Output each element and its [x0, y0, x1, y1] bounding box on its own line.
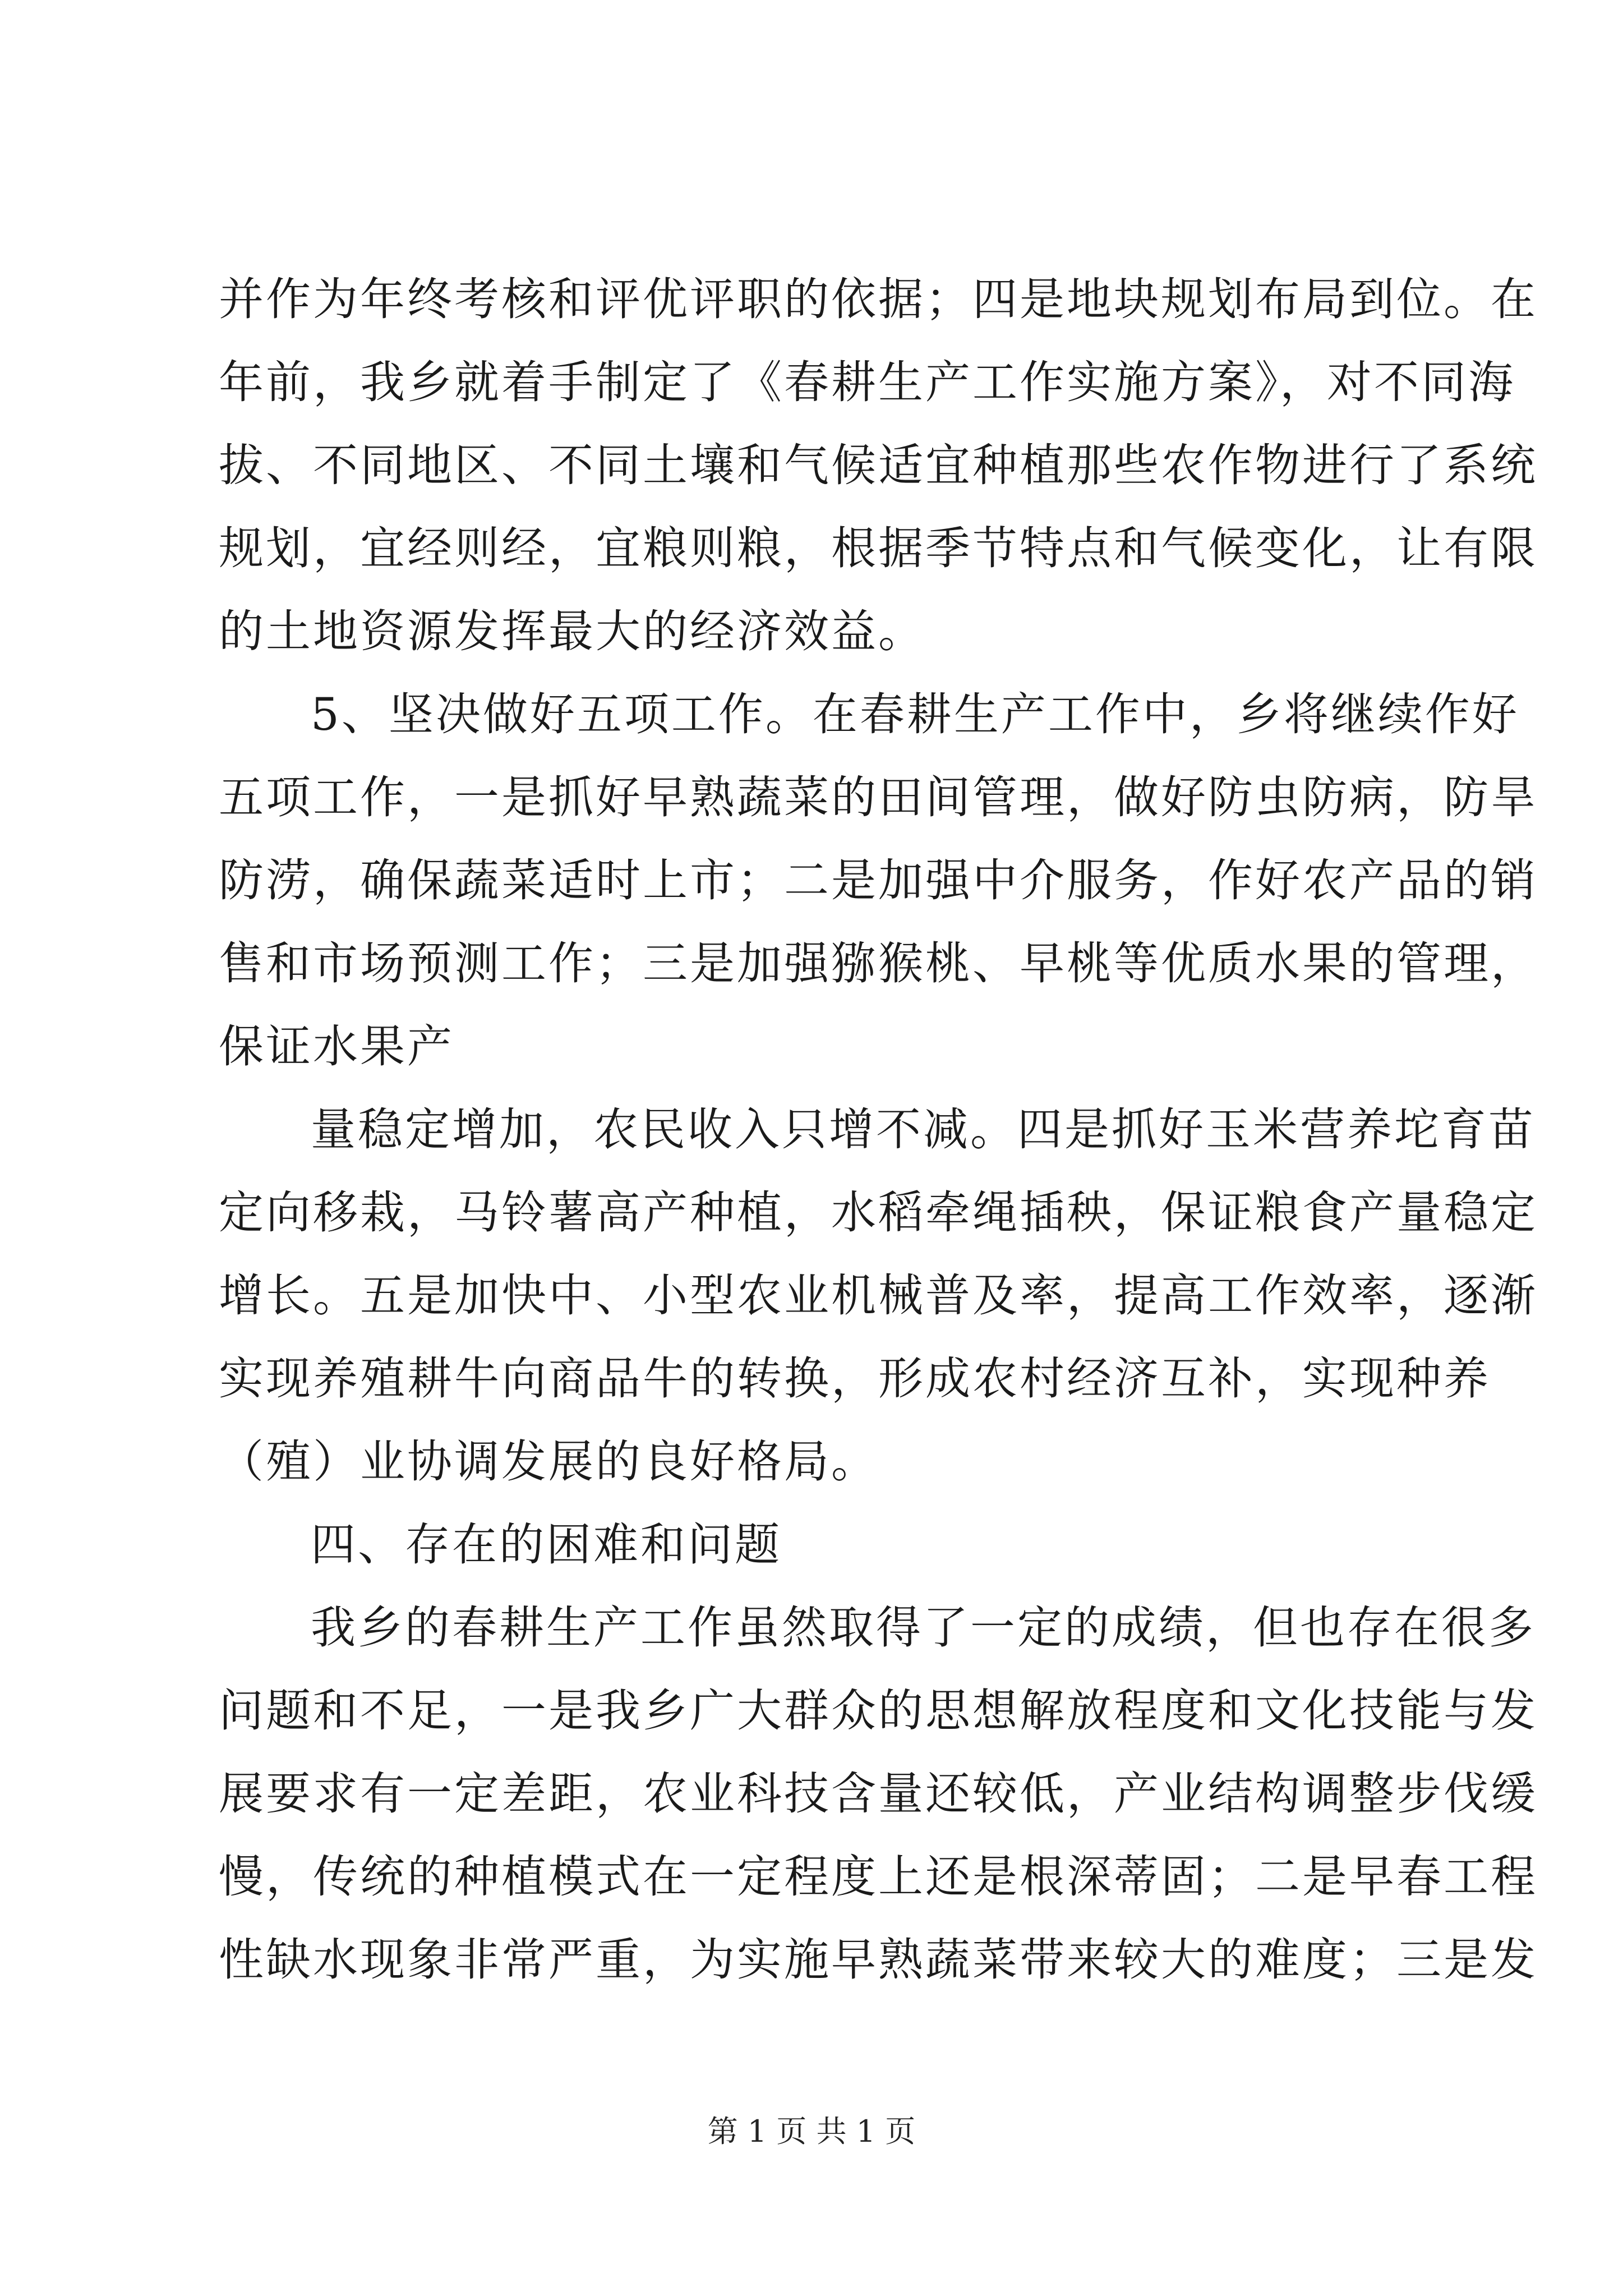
- paragraph-line: 增长。五是加快中、小型农业机械普及率，提高工作效率，逐渐: [219, 1269, 1538, 1322]
- paragraph-line: 售和市场预测工作；三是加强猕猴桃、早桃等优质水果的管理，: [219, 937, 1538, 990]
- paragraph-line: （殖）业协调发展的良好格局。: [219, 1435, 878, 1488]
- paragraph-line: 性缺水现象非常严重，为实施早熟蔬菜带来较大的难度；三是发: [219, 1934, 1538, 1986]
- document-body: [219, 258, 1538, 2001]
- paragraph-line: 量稳定增加，农民收入只增不减。四是抓好玉米营养坨育苗: [311, 1103, 1536, 1156]
- paragraph-line: 问题和不足，一是我乡广大群众的思想解放程度和文化技能与发: [219, 1685, 1538, 1737]
- section-heading: 四、存在的困难和问题: [311, 1519, 782, 1571]
- paragraph-line: 定向移栽，马铃薯高产种植，水稻牵绳插秧，保证粮食产量稳定: [219, 1186, 1538, 1239]
- paragraph-line: 并作为年终考核和评优评职的依据；四是地块规划布局到位。在: [219, 273, 1538, 325]
- paragraph-line: 慢，传统的种植模式在一定程度上还是根深蒂固；二是早春工程: [219, 1851, 1538, 1903]
- paragraph-line: 展要求有一定差距，农业科技含量还较低，产业结构调整步伐缓: [219, 1768, 1538, 1820]
- paragraph-line: 我乡的春耕生产工作虽然取得了一定的成绩，但也存在很多: [311, 1602, 1536, 1654]
- page-number: 第 1 页 共 1 页: [707, 2114, 916, 2149]
- paragraph-line: 防涝，确保蔬菜适时上市；二是加强中介服务，作好农产品的销: [219, 854, 1538, 907]
- paragraph-line: 年前，我乡就着手制定了《春耕生产工作实施方案》，对不同海: [219, 356, 1515, 408]
- paragraph-line: 五项工作，一是抓好早熟蔬菜的田间管理，做好防虫防病，防旱: [219, 771, 1538, 823]
- paragraph-line: 实现养殖耕牛向商品牛的转换，形成农村经济互补，实现种养: [219, 1352, 1491, 1405]
- paragraph-line: 拔、不同地区、不同土壤和气候适宜种植那些农作物进行了系统: [219, 439, 1538, 491]
- paragraph-line: 保证水果产: [219, 1020, 454, 1073]
- paragraph-line: 5、坚决做好五项工作。在春耕生产工作中，乡将继续作好: [311, 688, 1519, 740]
- paragraph-line: 的土地资源发挥最大的经济效益。: [219, 605, 925, 657]
- paragraph-line: 规划，宜经则经，宜粮则粮，根据季节特点和气候变化，让有限: [219, 522, 1538, 574]
